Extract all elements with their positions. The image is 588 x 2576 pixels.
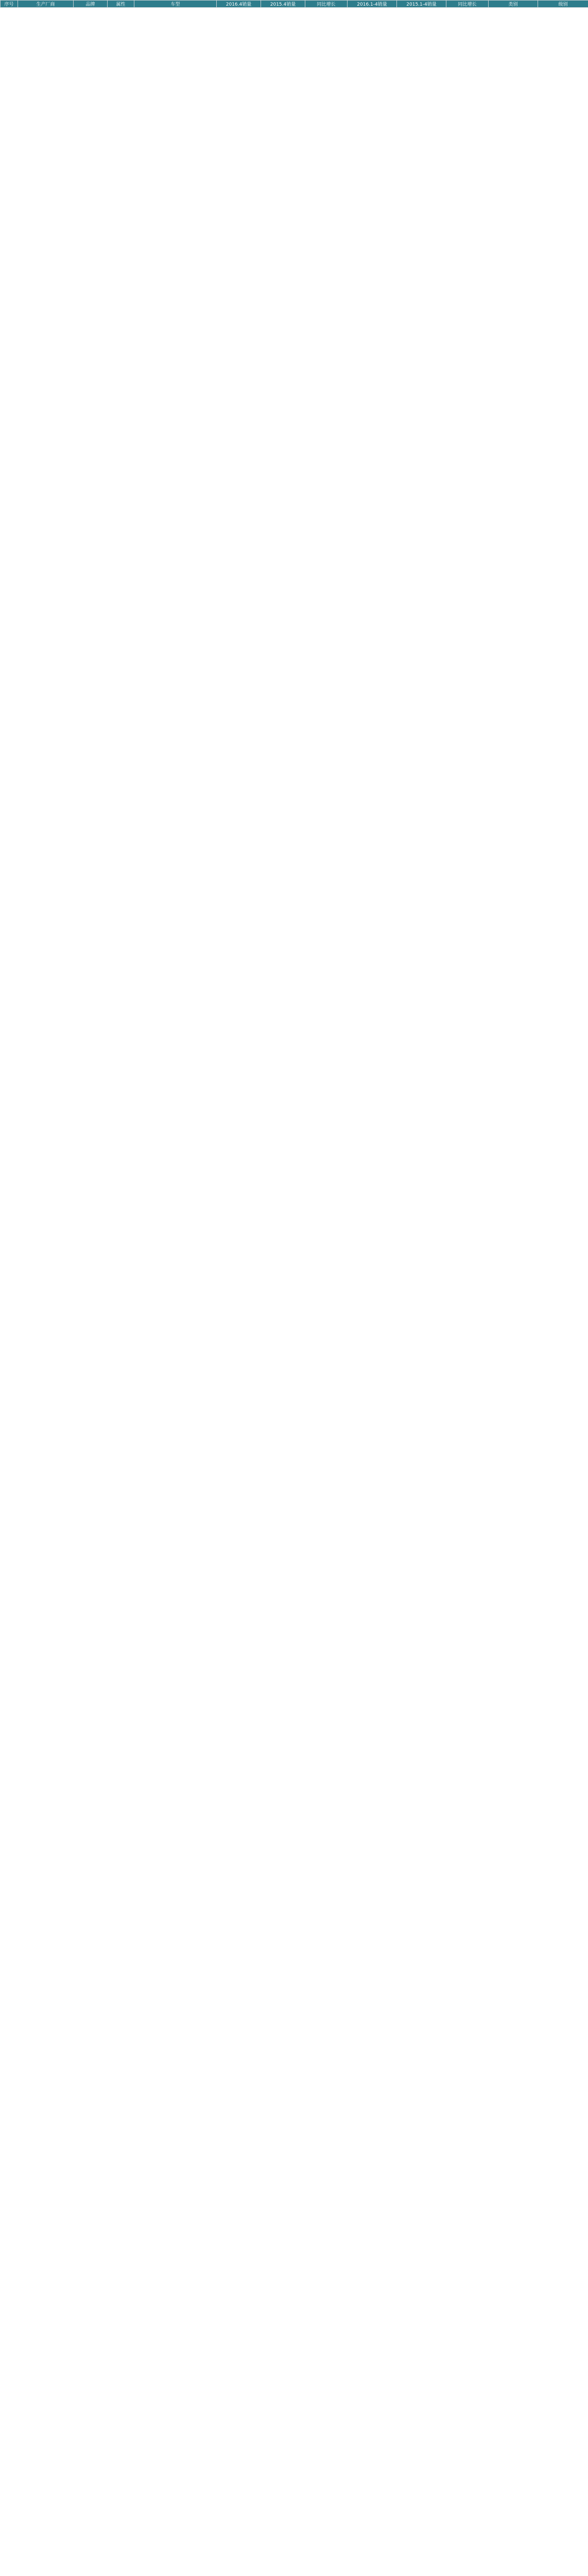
header-attribute: 属性 <box>108 1 134 8</box>
header-sales-2016-apr: 2016.4销量 <box>217 1 261 8</box>
header-sales-2016-ytd: 2016.1-4销量 <box>348 1 397 8</box>
header-growth-ytd: 同比增长 <box>446 1 489 8</box>
header-class: 级别 <box>538 1 588 8</box>
header-manufacturer: 生产厂商 <box>18 1 74 8</box>
header-category: 类别 <box>489 1 538 8</box>
table-header-row <box>1 1 588 8</box>
header-sales-2015-ytd: 2015.1-4销量 <box>397 1 446 8</box>
sales-table <box>0 0 588 8</box>
header-index: 序号 <box>1 1 18 8</box>
header-sales-2015-apr: 2015.4销量 <box>261 1 305 8</box>
header-growth-month: 同比增长 <box>305 1 348 8</box>
header-brand: 品牌 <box>74 1 108 8</box>
header-model: 车型 <box>134 1 217 8</box>
